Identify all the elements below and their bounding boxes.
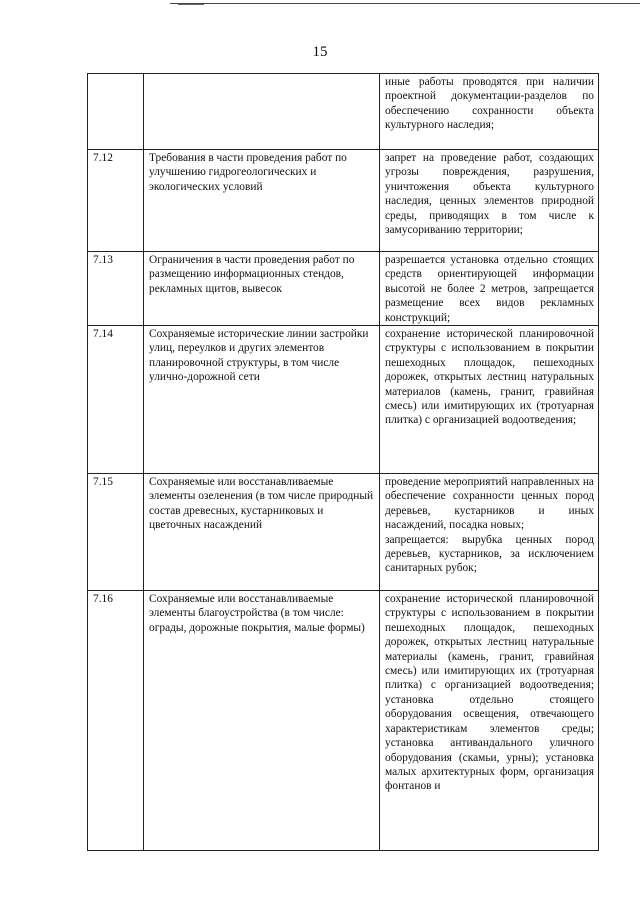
row-description: запрет на проведение работ, создающих угрозы повреждения, разрушения, уничтожения объекта культурного наследия, ценных элементов природной среды, приводящих в том числе к замусориванию территории;	[380, 150, 599, 252]
row-name: Ограничения в части проведения работ по размещению информационных стендов, рекламных щитов, вывесок	[144, 252, 380, 326]
row-name: Сохраняемые или восстанавливаемые элементы озеленения (в том числе природный состав древесных, кустарниковых и цветочных насаждений	[144, 474, 380, 591]
row-name: Требования в части проведения работ по улучшению гидрогеологических и экологических условий	[144, 150, 380, 252]
row-description-part: запрещается: вырубка ценных пород деревьев, кустарников, за исключением санитарных рубок;	[385, 533, 594, 575]
row-description: иные работы проводятся при наличии проектной документации-разделов по обеспечению сохранности объекта культурного наследия;	[380, 74, 599, 150]
table-row	[88, 150, 599, 252]
table-row	[88, 252, 599, 326]
row-name: Сохраняемые или восстанавливаемые элементы благоустройства (в том числе: ограды, дорожные покрытия, малые формы)	[144, 591, 380, 851]
row-number: 7.13	[88, 252, 144, 326]
row-description: сохранение исторической планировочной структуры с использованием в покрытии пешеходных площадок, пешеходных дорожек, открытых лестниц натуральных материалов (камень, гранит, гравийная смесь) или имитирующих их (тротуарная плитка) с организацией водоотведения;	[380, 326, 599, 474]
table-row	[88, 326, 599, 474]
row-name	[144, 74, 380, 150]
table-row	[88, 591, 599, 851]
row-number: 7.16	[88, 591, 144, 851]
top-rule-accent	[178, 4, 204, 5]
row-number	[88, 74, 144, 150]
page-number: 15	[312, 44, 328, 60]
row-description-part: проведение мероприятий направленных на обеспечение сохранности ценных пород деревьев, кустарников и иных насаждений, посадка новых;	[385, 476, 594, 532]
row-number: 7.12	[88, 150, 144, 252]
regulations-table	[87, 73, 599, 851]
table-row	[88, 74, 599, 150]
row-description	[380, 474, 599, 591]
table-row	[88, 474, 599, 591]
row-number: 7.14	[88, 326, 144, 474]
row-description: сохранение исторической планировочной структуры с использованием в покрытии пешеходных площадок, пешеходных дорожек, открытых лестниц натуральные материалы (камень, гранит, гравийная смесь) или имитирующих их (тротуарная плитка) с организацией водоотведения; установка отдельно стоящего оборудования освещения, отвечающего характеристикам элементов среды; установка антивандального уличного оборудования (скамьи, урны); установка малых архитектурных форм, организация фонтанов и	[380, 591, 599, 851]
top-rule	[170, 3, 640, 4]
row-description: разрешается установка отдельно стоящих средств ориентирующей информации высотой не более 2 метров, запрещается размещение всех видов рекламных конструкций;	[380, 252, 599, 326]
row-name: Сохраняемые исторические линии застройки улиц, переулков и других элементов планировочной структуры, в том числе улично-дорожной сети	[144, 326, 380, 474]
row-number: 7.15	[88, 474, 144, 591]
